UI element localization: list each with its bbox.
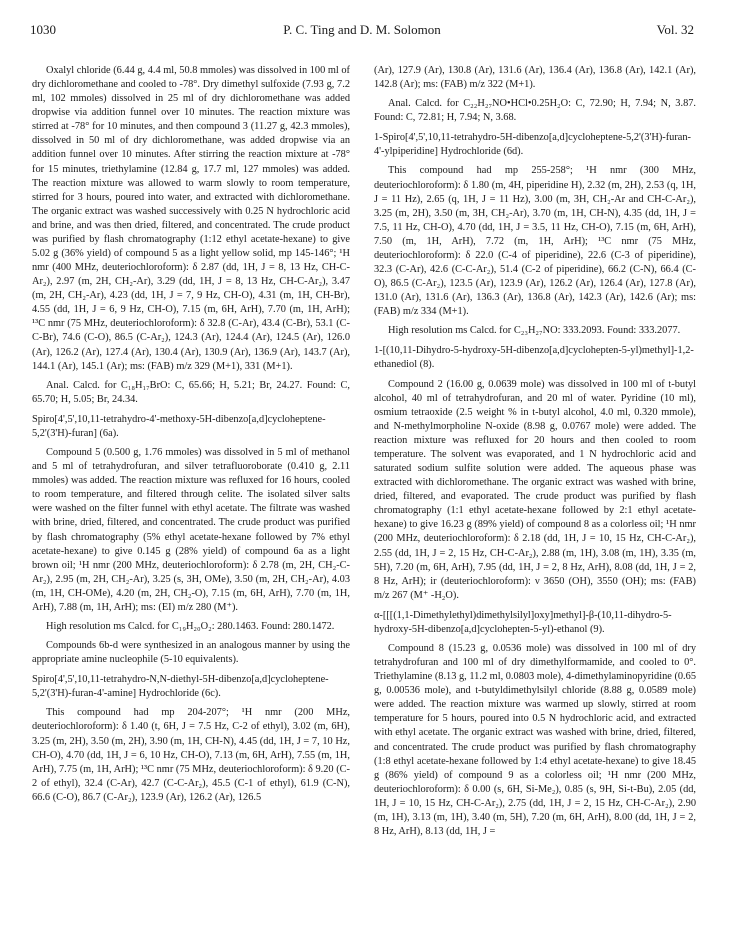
right-column [374, 64, 696, 844]
elemental-analysis: Anal. Calcd. for C₁₈H₁₇BrO: C, 65.66; H, 5.21; Br, 24.27. Found: C, 65.70; H, 5.05; Br, 24.34. [32, 379, 350, 405]
body-paragraph: Compound 8 (15.23 g, 0.0536 mole) was dissolved in 100 ml of dry tetrahydrofuran and 100 ml of dry dimethylformamide, and cooled to 0°. Triethylamine (8.13 g, 11.2 ml, 0.0803 mole), 4-dimethylaminopyridine (0.65 g, 0.00536 mole), and t-butyldimethylsilyl chloride (8.88 g, 0.0589 mole) were added. The reaction mixture was warmed up slowly, stirred at room temperature for 5 hours, poured into 0.5 N hydrochloric acid, and extracted with ethyl acetate. The organic extract was washed with brine, dried, filtered, and concentrated. The crude product was purified by flash chromatography (1:8 ethyl acetate-hexane followed by 1:4 ethyl acetate-hexane) to give 18.45 g (86% yield) of compound 9 as a colorless oil; ¹H nmr (200 MHz, deuteriochloroform): δ 0.00 (s, 6H, Si-Me₂), 0.85 (s, 9H, Si-t-Bu), 2.05 (dd, 1H, J = 10, 15 Hz, CH-C-Ar₂), 2.75 (dd, 1H, J = 2, 15 Hz, CH-C-Ar₂), 2.90 (m, 1H), 3.13 (m, 1H), 3.40 (m, 5H), 7.20 (m, 6H, ArH), 8.00 (dd, 1H, J = 2, 8 Hz, ArH), 8.13 (dd, 1H, J = [374, 642, 696, 837]
body-paragraph: Oxalyl chloride (6.44 g, 4.4 ml, 50.8 mmoles) was dissolved in 100 ml of dry dichloromethane and cooled to -78°. Dry dimethyl sulfoxide (7.93 g, 7.2 ml, 102 mmoles) dissolved in 25 ml of dry dichloromethane was added dropwise via addition funnel over 10 minutes. The reaction mixture was stirred at -78° for 10 minutes, and then compound 3 (11.27 g, 42.3 mmoles), dissolved in 50 ml of dry dichloromethane, was added dropwise via an addition funnel over 10 minutes. After stirring the reaction mixture at -78° for 15 minutes, triethylamine (12.84 g, 17.7 ml, 127 mmoles) was added. The reaction mixture was allowed to warm slowly to room temperature, stirred for 3 hours, poured into water, and extracted with dichloromethane. The organic extract was washed successively with 0.25 N hydrochloric acid and brine, and was then dried, filtered, and concentrated. The crude product was purified by flash chromatography (1:12 ethyl acetate-hexane) to give 5.02 g (36% yield) of compound 5 as a light yellow solid, mp 145-146°; ¹H nmr (400 MHz, deuteriochloroform): δ 2.87 (dd, 1H, J = 8, 13 Hz, CH-C-Ar₂), 2.97 (m, 2H, CH₂-Ar), 3.29 (dd, 1H, J = 8, 13 Hz, CH-C-Ar₂), 3.47 (m, 2H, CH₂-Ar), 4.23 (dd, 1H, J = 7, 9 Hz, CH-O), 4.31 (m, 1H, CH-Br), 4.55 (dd, 1H, J = 6, 9 Hz, CH-O), 7.15 (m, 6H, ArH), 7.70 (m, 1H, ArH); ¹³C nmr (75 MHz, deuteriochloroform): δ 32.8 (C-Ar), 43.4 (C-Br), 53.1 (C-C-Br), 74.6 (C-O), 86.5 (C-Ar₂), 124.3 (Ar), 124.4 (Ar), 124.5 (Ar), 126.0 (Ar), 126.2 (Ar), 127.4 (Ar), 130.4 (Ar), 130.9 (Ar), 136.9 (Ar), 143.7 (Ar), 144.1 (Ar), 145.1 (Ar); ms: (FAB) m/z 329 (M+1), 331 (M+1). [32, 65, 350, 372]
elemental-analysis: Anal. Calcd. for C₂₂H₂₇NO•HCl•0.25H₂O: C, 72.90; H, 7.94; N, 3.87. Found: C, 72.81; H, 7.94; N, 3.68. [374, 98, 696, 124]
volume-label: Vol. 32 [656, 22, 694, 37]
body-paragraph: This compound had mp 255-258°; ¹H nmr (300 MHz, deuteriochloroform): δ 1.80 (m, 4H, piperidine H), 2.32 (m, 2H), 2.53 (q, 1H, J = 11 Hz), 2.65 (q, 1H, J = 11 Hz), 3.00 (m, 3H, CH₂-Ar and CH-C-Ar₂), 3.25 (m, 2H), 3.50 (m, 3H, CH₂-Ar), 3.70 (m, 1H, CH-N), 4.35 (dd, 1H, J = 7.5, 11 Hz, CH-O), 4.70 (dd, 1H, J = 3.5, 11 Hz, CH-O), 7.15 (m, 6H, ArH), 7.50 (m, 1H, ArH), 7.72 (m, 1H, ArH); ¹³C nmr (75 MHz, deuteriochloroform): δ 22.0 (C-4 of piperidine), 22.6 (C-3 of piperidine), 32.3 (C-Ar), 42.6 (C-C-Ar₂), 51.4 (C-2 of piperidine), 66.2 (C-N), 66.4 (C-O), 86.5 (C-Ar₂), 123.5 (Ar), 123.9 (Ar), 126.2 (Ar), 126.4 (Ar), 127.8 (Ar), 131.0 (Ar), 131.6 (Ar), 136.3 (Ar), 136.8 (Ar), 142.3 (Ar), 142.6 (Ar); ms: (FAB) m/z 334 (M+1). [374, 165, 696, 318]
continued-paragraph: (Ar), 127.9 (Ar), 130.8 (Ar), 131.6 (Ar), 136.4 (Ar), 136.8 (Ar), 142.1 (Ar), 142.8 (Ar); ms: (FAB) m/z 322 (M+1). [374, 65, 696, 91]
compound-heading: 1-Spiro[4',5',10,11-tetrahydro-5H-dibenzo[a,d]cycloheptene-5,2'(3'H)-furan-4'-ylpiperidine] Hydrochloride (6d). [374, 132, 691, 158]
left-column [32, 64, 350, 810]
compound-heading: Spiro[4',5',10,11-tetrahydro-N,N-diethyl-5H-dibenzo[a,d]cycloheptene-5,2'(3'H)-furan-4'-amine] Hydrochloride (6c). [32, 674, 329, 700]
compound-heading: Spiro[4',5',10,11-tetrahydro-4'-methoxy-5H-dibenzo[a,d]cycloheptene-5,2'(3'H)-furan] (6a). [32, 413, 326, 439]
body-paragraph: Compounds 6b-d were synthesized in an analogous manner by using the appropriate amine nucleophile (5-10 equivalents). [32, 640, 350, 666]
page-number: 1030 [30, 22, 56, 37]
body-paragraph: This compound had mp 204-207°; ¹H nmr (200 MHz, deuteriochloroform): δ 1.40 (t, 6H, J = 7.5 Hz, C-2 of ethyl), 3.02 (m, 6H), 3.25 (m, 2H), 3.50 (m, 2H), 3.90 (m, 1H, CH-N), 4.45 (dd, 1H, J = 7, 10 Hz, CH-O), 4.70 (dd, 1H, J = 6, 10 Hz, CH-O), 7.13 (m, 6H, ArH), 7.55 (m, 1H, ArH), 7.75 (m, 1H, ArH); ¹³C nmr (75 MHz, deuteriochloroform): δ 9.20 (C-2 of ethyl), 32.4 (C-Ar), 42.7 (C-C-Ar₂), 45.5 (C-1 of ethyl), 61.9 (C-N), 66.6 (C-O), 86.7 (C-Ar₂), 123.9 (Ar), 126.2 (Ar), 126.5 [32, 707, 350, 803]
compound-heading: α-[[[(1,1-Dimethylethyl)dimethylsilyl]oxy]methyl]-β-(10,11-dihydro-5-hydroxy-5H-dibenzo[a,d]cyclohepten-5-yl)-ethanol (9). [374, 609, 672, 635]
body-paragraph: Compound 2 (16.00 g, 0.0639 mole) was dissolved in 100 ml of t-butyl alcohol, 40 ml of tetrahydrofuran, and 20 ml of water. Pyridine (10 ml), osmium tetraoxide (2.5 weight % in t-butyl alcohol, 4.0 ml, 0.320 mmole), and N-methylmorpholine N-oxide (8.98 g, 0.0767 mole) were added. The reaction mixture was refluxed for 20 hours and then cooled to room temperature. The solvent was evaporated, and 1 N hydrochloric acid and saturated sodium sulfite solution were added. The aqueous phase was extracted with dichloromethane. The organic extract was washed with brine, dried, filtered, and evaporated. The crude product was purified by flash chromatography (1:1 ethyl acetate-hexane followed by 2:1 ethyl acetate-hexane) to give 16.23 g (89% yield) of compound 8 as a colorless oil; ¹H nmr (200 MHz, deuteriochloroform): δ 2.18 (dd, 1H, J = 10, 15 Hz, CH-C-Ar₂), 2.55 (dd, 1H, J = 2, 15 Hz, CH-C-Ar₂), 2.88 (m, 1H), 3.08 (m, 1H), 3.35 (m, 5H), 7.20 (m, 6H, ArH), 7.95 (dd, 1H, J = 2, 8 Hz, ArH), 8.08 (dd, 1H, J = 2, 8 Hz, ArH); ir (deuteriochloroform): ν 3650 (OH), 3550 (OH); ms: (FAB) m/z 267 (M⁺ -H₂O). [374, 378, 696, 601]
compound-heading: 1-[(10,11-Dihydro-5-hydroxy-5H-dibenzo[a,d]cyclohepten-5-yl)methyl]-1,2-ethanediol (8). [374, 345, 694, 371]
body-paragraph: Compound 5 (0.500 g, 1.76 mmoles) was dissolved in 5 ml of methanol and 5 ml of tetrahydrofuran, and silver tetrafluoroborate (0.410 g, 2.11 mmoles) was added. The reaction mixture was refluxed for 16 hours, cooled to room temperature, and filtered through celite. The isolated silver salts were washed on the filter funnel with ethyl acetate. The filtrate was washed with brine, dried, filtered, and concentrated. The crude product was purified by flash chromatography (5% ethyl acetate-hexane followed by 7% ethyl acetate-hexane) to give 0.145 g (28% yield) of compound 6a as a light brown oil; ¹H nmr (200 MHz, deuteriochloroform): δ 2.78 (m, 2H, CH₂-C-Ar₂), 2.95 (m, 2H, CH₂-Ar), 3.25 (s, 3H, OMe), 3.50 (m, 2H, CH₂-Ar), 4.03 (m, 1H, CH-OMe), 4.20 (m, 2H, CH₂-O), 7.15 (m, 6H, ArH), 7.70 (m, 1H, ArH), 7.88 (m, 1H, ArH); ms: (EI) m/z 280 (M⁺). [32, 447, 350, 613]
page-header [30, 22, 694, 42]
running-authors: P. C. Ting and D. M. Solomon [283, 22, 441, 37]
body-paragraph: High resolution ms Calcd. for C₂₃H₂₇NO: 333.2093. Found: 333.2077. [388, 325, 681, 337]
body-paragraph: High resolution ms Calcd. for C₁₉H₂₀O₂: 280.1463. Found: 280.1472. [46, 620, 335, 632]
